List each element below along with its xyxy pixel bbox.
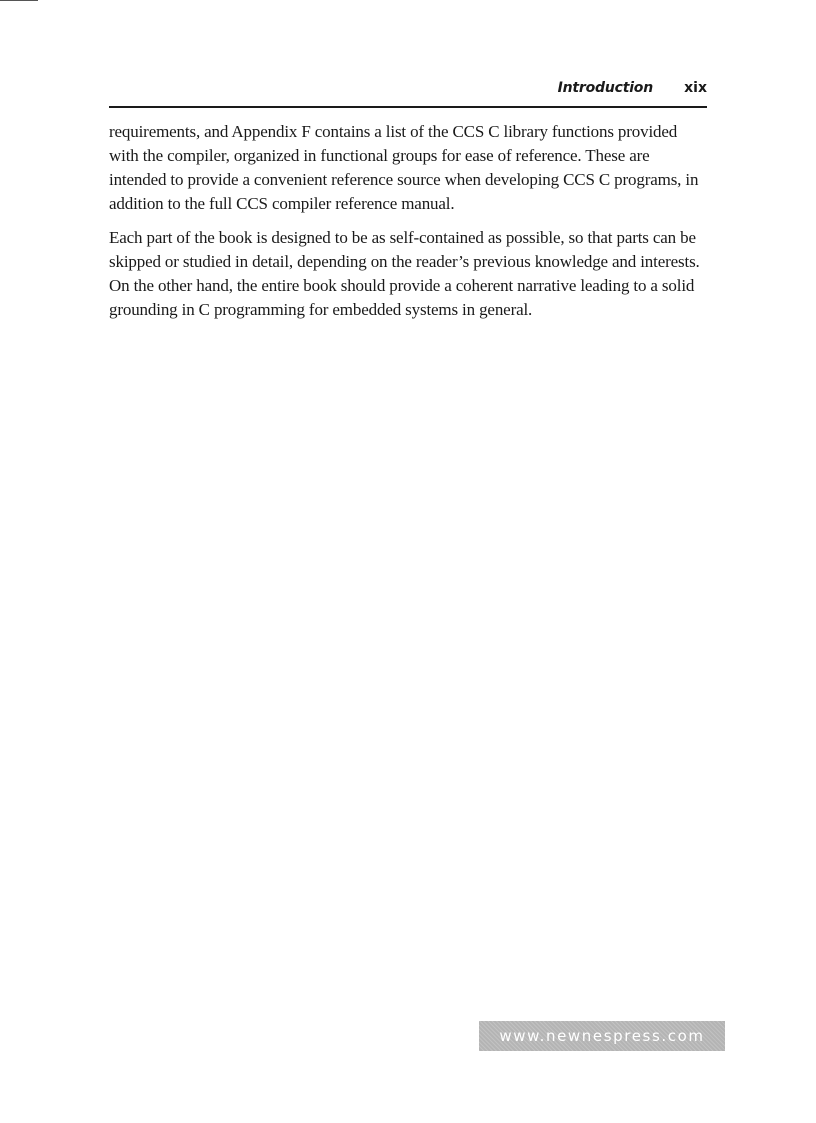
header-title: Introduction bbox=[557, 80, 653, 96]
paragraph-1: requirements, and Appendix F contains a list of the CCS C library functions provided with the compiler, organized in functional groups for ease of reference. These are intended to provide a convenient reference source when developing CCS C programs, in addition to the full CCS compiler reference manual. bbox=[109, 122, 699, 213]
running-header bbox=[109, 78, 707, 108]
paragraph-2: Each part of the book is designed to be as self-contained as possible, so that parts can be skipped or studied in detail, depending on the reader’s previous knowledge and interests. On the other hand, the entire book should provide a coherent narrative leading to a solid grounding in C programming for embedded systems in general. bbox=[109, 228, 700, 319]
corner-crop-mark bbox=[0, 0, 38, 1]
page-number: xix bbox=[684, 80, 707, 96]
body-text bbox=[109, 120, 707, 332]
publisher-url-badge: www.newnespress.com bbox=[479, 1021, 725, 1051]
